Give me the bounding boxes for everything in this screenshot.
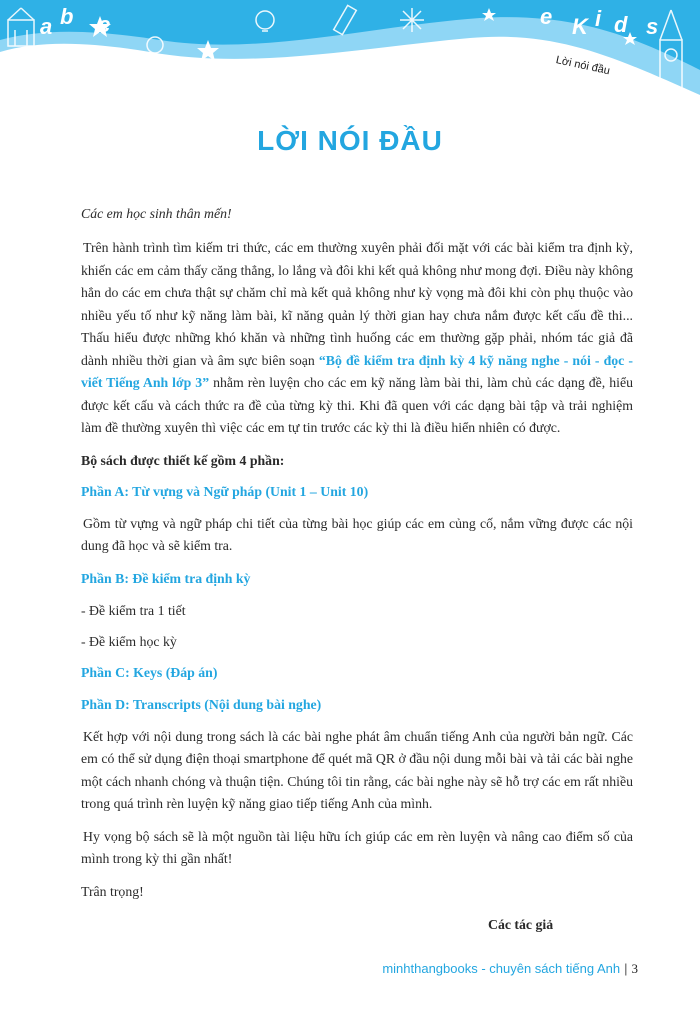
publisher-name: minhthangbooks - chuyên sách tiếng Anh xyxy=(382,961,621,976)
deco-letter-c: c xyxy=(98,12,111,37)
intro-after: nhằm rèn luyện cho các em kỹ năng làm bài thi, làm chủ các dạng đề, hiểu được kết cấu và cách thức ra đề của từng kỳ thi. Khi đã quen với các dạng bài tập và trải nghiệm làm đề thường xuyên thì việc các em tự tin trước các kỳ thi là điều hiển nhiên có được. xyxy=(81,375,633,435)
section-tag: Lời nói đầu xyxy=(554,54,611,78)
hope-paragraph: Hy vọng bộ sách sẽ là một nguồn tài liệu hữu ích giúp các em rèn luyện và nâng cao điểm số của mình trong kỳ thi gần nhất! xyxy=(81,828,633,866)
part-d-heading: Phần D: Transcripts (Nội dung bài nghe) xyxy=(81,696,322,712)
deco-letter-d: d xyxy=(614,12,628,37)
page-number: 3 xyxy=(631,961,638,976)
deco-letter-e: e xyxy=(540,4,553,29)
part-c-heading: Phần C: Keys (Đáp án) xyxy=(81,664,218,680)
footer-separator: | xyxy=(624,961,628,976)
audio-paragraph: Kết hợp với nội dung trong sách là các bài nghe phát âm chuẩn tiếng Anh của người bản ngữ. Các em có thể sử dụng điện thoại smartphone để quét mã QR ở đầu nội dung mỗi bài và tải các bài nghe một cách nhanh chóng và thuận tiện. Chúng tôi tin rằng, các bài nghe này sẽ hỗ trợ các em rất nhiều trong quá trình rèn luyện kỹ năng giao tiếp tiếng Anh của mình. xyxy=(81,728,633,811)
structure-heading: Bộ sách được thiết kế gồm 4 phần: xyxy=(81,452,285,468)
part-a-text: Gồm từ vựng và ngữ pháp chi tiết của từng bài học giúp các em củng cố, nắm vững được các nội dung đã học và sẽ kiểm tra. xyxy=(81,515,633,553)
deco-letter-s: s xyxy=(646,14,659,39)
book-title: “Bộ đề kiểm tra định kỳ 4 kỹ năng nghe - nói - đọc - viết Tiếng Anh lớp 3” xyxy=(81,352,633,390)
greeting: Các em học sinh thân mến! xyxy=(81,206,232,221)
preface-body xyxy=(81,203,633,903)
part-a-heading: Phần A: Từ vựng và Ngữ pháp (Unit 1 – Unit 10) xyxy=(81,483,369,499)
deco-letter-a: a xyxy=(40,14,53,39)
header-banner xyxy=(0,0,700,110)
author-signature: Các tác giả xyxy=(488,917,554,932)
part-b-item-2: - Đề kiểm học kỳ xyxy=(81,633,177,649)
part-b-item-1: - Đề kiểm tra 1 tiết xyxy=(81,602,186,618)
signoff: Trân trọng! xyxy=(81,883,144,899)
page-footer xyxy=(382,961,638,977)
deco-letter-i: i xyxy=(595,6,602,31)
deco-letter-b: b xyxy=(60,4,74,29)
page-title: LỜI NÓI ĐẦU xyxy=(257,125,443,156)
intro-paragraph xyxy=(81,237,633,440)
intro-before: Trên hành trình tìm kiếm tri thức, các em thường xuyên phải đối mặt với các bài kiểm tra định kỳ, khiến các em cảm thấy căng thẳng, lo lắng và đôi khi kết quả không như mong đợi. Điều này không hẳn do các em chưa thật sự chăm chỉ mà kết quả không như kỳ vọng mà đôi khi còn phụ thuộc vào nhiều yếu tố như kỹ năng làm bài, kĩ năng quản lý thời gian hay chưa nắm được kết cấu đề thi... Thấu hiểu được những khó khăn và những tình huống các em thường gặp phải, nhóm tác giả đã dành nhiều thời gian và âm sực biên soạn xyxy=(81,240,633,368)
part-b-heading: Phần B: Đề kiểm tra định kỳ xyxy=(81,570,251,586)
deco-letter-k: K xyxy=(572,14,588,39)
